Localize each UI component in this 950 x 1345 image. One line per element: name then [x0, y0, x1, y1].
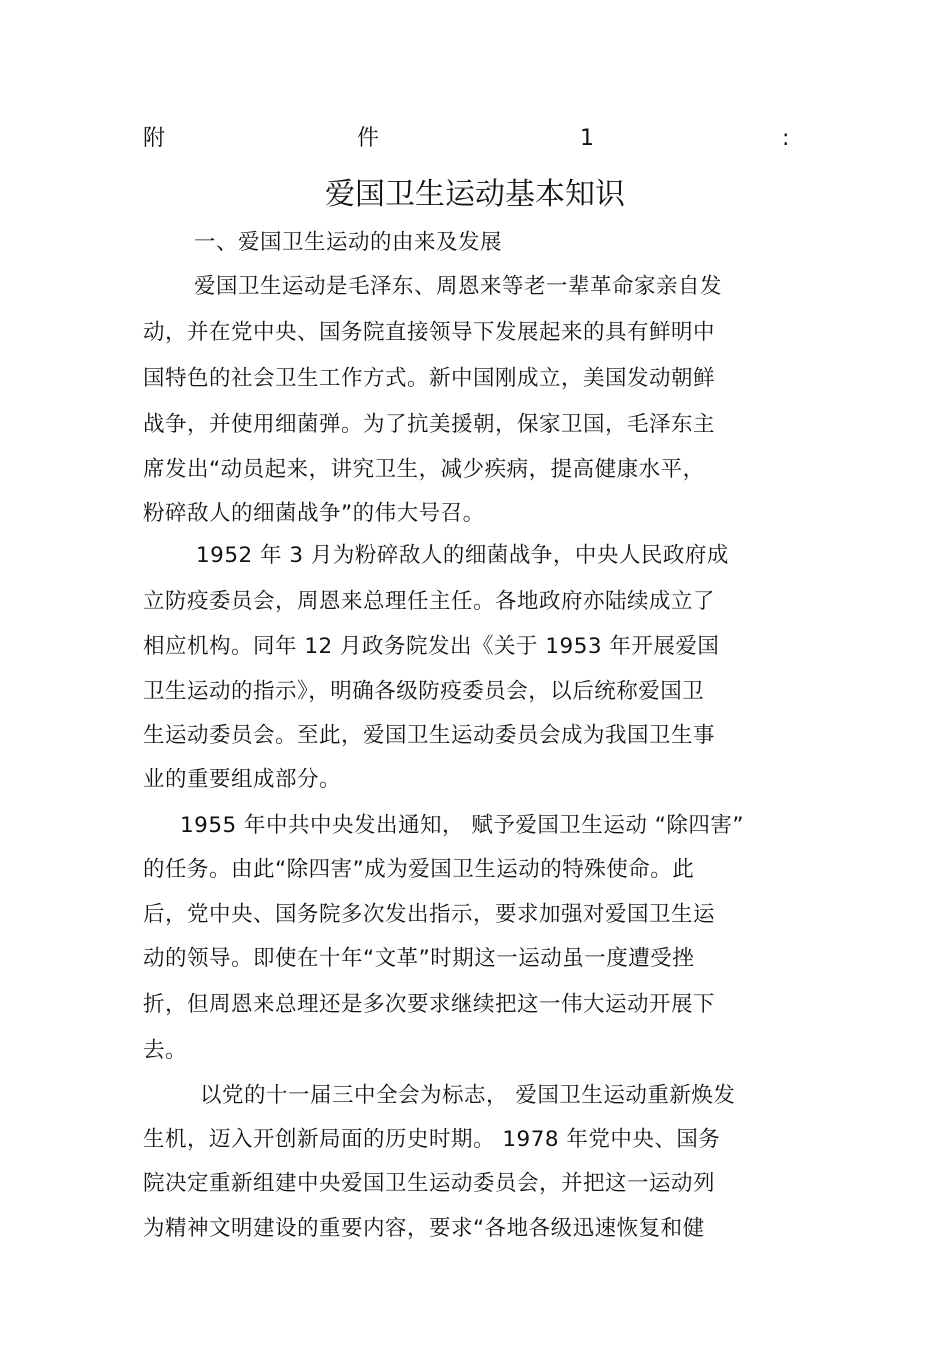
paragraph-line: 1955 年中共中央发出通知， 赋予爱国卫生运动 “除四害”	[180, 813, 744, 838]
paragraph-line: 后，党中央、国务院多次发出指示，要求加强对爱国卫生运	[143, 902, 716, 927]
paragraph-line: 相应机构。同年 12 月政务院发出《关于 1953 年开展爱国	[143, 634, 720, 659]
section-heading: 一、爱国卫生运动的由来及发展	[194, 230, 503, 255]
paragraph-line: 战争，并使用细菌弹。为了抗美援朝，保家卫国，毛泽东主	[143, 412, 716, 437]
paragraph-line: 卫生运动的指示》，明确各级防疫委员会，以后统称爱国卫	[143, 679, 705, 704]
paragraph-line: 爱国卫生运动是毛泽东、周恩来等老一辈革命家亲自发	[194, 274, 723, 299]
attachment-label-char: 附	[143, 126, 166, 151]
paragraph-line: 席发出“动员起来，讲究卫生，减少疾病，提高健康水平，	[143, 457, 705, 482]
attachment-label-char: 件	[357, 126, 380, 151]
paragraph-line: 的任务。由此“除四害”成为爱国卫生运动的特殊使命。此	[143, 857, 695, 882]
paragraph-line: 生运动委员会。至此，爱国卫生运动委员会成为我国卫生事	[143, 723, 716, 748]
paragraph-line: 院决定重新组建中央爱国卫生运动委员会，并把这一运动列	[143, 1171, 716, 1196]
paragraph-line: 以党的十一届三中全会为标志， 爱国卫生运动重新焕发	[200, 1083, 736, 1108]
paragraph-line: 业的重要组成部分。	[143, 767, 342, 792]
paragraph-line: 立防疫委员会，周恩来总理任主任。各地政府亦陆续成立了	[143, 589, 716, 614]
paragraph-line: 动的领导。即使在十年“文革”时期这一运动虽一度遭受挫	[143, 946, 695, 971]
paragraph-line: 1952 年 3 月为粉碎敌人的细菌战争，中央人民政府成	[196, 543, 729, 568]
paragraph-line: 动，并在党中央、国务院直接领导下发展起来的具有鲜明中	[143, 320, 716, 345]
document-title: 爱国卫生运动基本知识	[325, 177, 625, 212]
attachment-number: 1	[580, 126, 594, 151]
paragraph-line: 生机，迈入开创新局面的历史时期。 1978 年党中央、国务	[143, 1127, 721, 1152]
paragraph-line: 折，但周恩来总理还是多次要求继续把这一伟大运动开展下	[143, 992, 716, 1017]
paragraph-line: 国特色的社会卫生工作方式。新中国刚成立，美国发动朝鲜	[143, 366, 716, 391]
attachment-colon: :	[782, 126, 790, 151]
paragraph-line: 粉碎敌人的细菌战争”的伟大号召。	[143, 501, 485, 526]
paragraph-line: 去。	[143, 1038, 188, 1063]
paragraph-line: 为精神文明建设的重要内容，要求“各地各级迅速恢复和健	[143, 1216, 705, 1241]
